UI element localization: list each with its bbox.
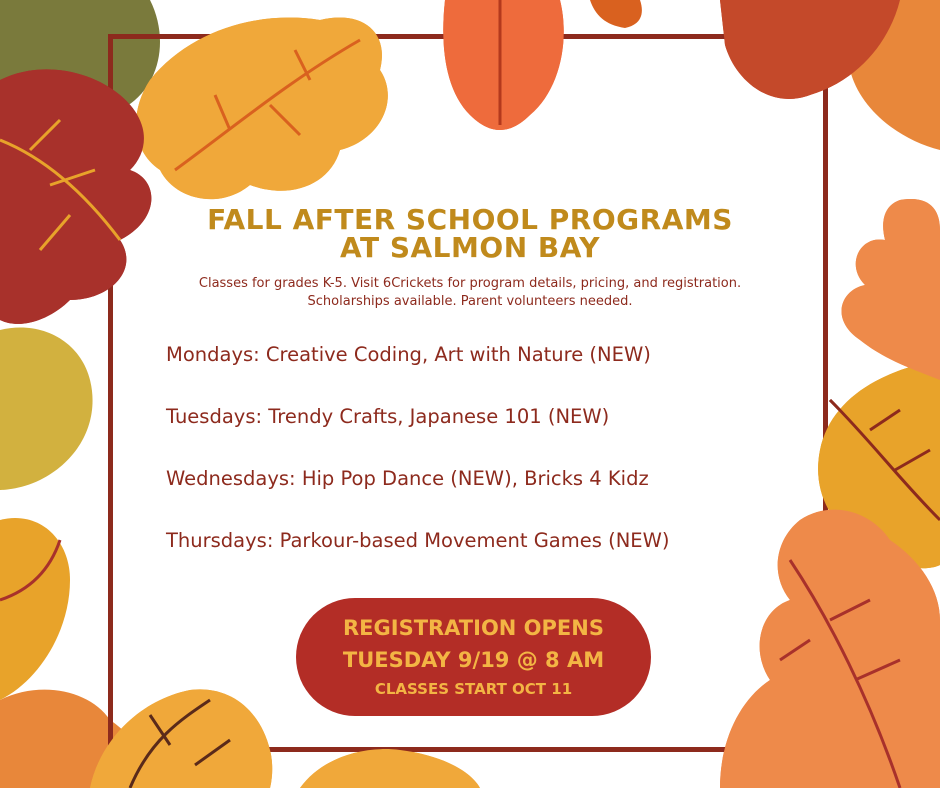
schedule-thursday: Thursdays: Parkour-based Movement Games (NEW) xyxy=(166,529,670,552)
subtitle-line-1: Classes for grades K-5. Visit 6Crickets for program details, pricing, and registration. xyxy=(198,276,742,291)
schedule-tuesday: Tuesdays: Trendy Crafts, Japanese 101 (NEW) xyxy=(166,405,610,428)
title-line-1: FALL AFTER SCHOOL PROGRAMS xyxy=(207,203,733,236)
schedule-monday: Mondays: Creative Coding, Art with Nature (NEW) xyxy=(166,343,651,366)
schedule-wednesday: Wednesdays: Hip Pop Dance (NEW), Bricks 4 Kidz xyxy=(166,467,649,490)
title-line-2: AT SALMON BAY xyxy=(340,231,600,264)
registration-badge xyxy=(296,598,651,716)
registration-date-text: TUESDAY 9/19 @ 8 AM xyxy=(342,648,605,672)
classes-start-text: CLASSES START OCT 11 xyxy=(374,680,573,698)
subtitle-line-2: Scholarships available. Parent volunteers needed. xyxy=(307,294,633,309)
registration-opens-text: REGISTRATION OPENS xyxy=(343,616,604,640)
